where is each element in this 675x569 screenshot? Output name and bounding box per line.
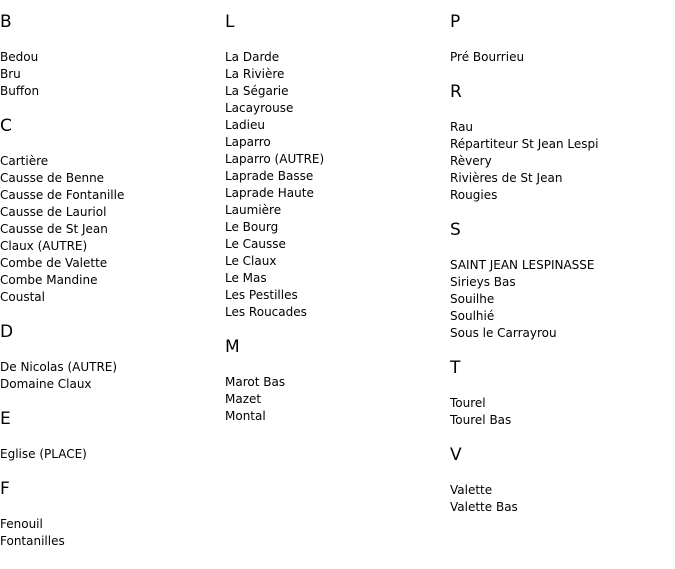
place-list — [0, 516, 225, 550]
letter-heading: L — [225, 12, 235, 32]
place-link[interactable]: Sirieys Bas — [450, 275, 516, 289]
place-link[interactable]: Cartière — [0, 154, 49, 168]
place-list — [450, 49, 675, 66]
place-list — [0, 359, 225, 393]
place-list — [0, 49, 225, 100]
place-link[interactable]: Bedou — [0, 50, 39, 64]
letter-group — [0, 116, 225, 306]
place-link[interactable]: Laparro — [225, 135, 271, 149]
letter-group — [0, 322, 225, 393]
letter-group — [0, 409, 225, 463]
place-link[interactable]: Rougies — [450, 188, 498, 202]
place-link[interactable]: Domaine Claux — [0, 377, 92, 391]
place-link[interactable]: Coustal — [0, 290, 45, 304]
place-link[interactable]: Claux (AUTRE) — [0, 239, 88, 253]
place-link[interactable]: Le Causse — [225, 237, 286, 251]
letter-group — [225, 12, 450, 321]
place-link[interactable]: Rivières de St Jean — [450, 171, 563, 185]
place-link[interactable]: Les Roucades — [225, 305, 307, 319]
place-link[interactable]: SAINT JEAN LESPINASSE — [450, 258, 595, 272]
place-link[interactable]: De Nicolas (AUTRE) — [0, 360, 118, 374]
place-link[interactable]: Rau — [450, 120, 474, 134]
letter-heading: D — [0, 322, 14, 342]
index-column-3 — [450, 0, 675, 532]
place-link[interactable]: Laumière — [225, 203, 282, 217]
letter-heading: E — [0, 409, 11, 429]
place-link[interactable]: Mazet — [225, 392, 262, 406]
place-link[interactable]: Laprade Haute — [225, 186, 314, 200]
place-link[interactable]: Lacayrouse — [225, 101, 294, 115]
place-link[interactable]: Valette — [450, 483, 493, 497]
place-link[interactable]: Tourel Bas — [450, 413, 512, 427]
letter-group — [0, 12, 225, 100]
letter-group — [450, 220, 675, 342]
place-list — [450, 395, 675, 429]
place-link[interactable]: Causse de Lauriol — [0, 205, 107, 219]
place-link[interactable]: Valette Bas — [450, 500, 518, 514]
place-link[interactable]: Répartiteur St Jean Lespi — [450, 137, 599, 151]
place-link[interactable]: Fontanilles — [0, 534, 65, 548]
letter-group — [0, 479, 225, 550]
place-link[interactable]: Rèvery — [450, 154, 492, 168]
letter-heading: P — [450, 12, 461, 32]
place-link[interactable]: Marot Bas — [225, 375, 286, 389]
place-link[interactable]: Le Bourg — [225, 220, 279, 234]
place-link[interactable]: Souilhe — [450, 292, 495, 306]
letter-heading: C — [0, 116, 12, 136]
place-link[interactable]: Causse de Benne — [0, 171, 105, 185]
place-link[interactable]: Montal — [225, 409, 266, 423]
letter-group — [450, 82, 675, 204]
index-column-1 — [0, 0, 225, 566]
letter-group — [225, 337, 450, 425]
place-list — [0, 153, 225, 306]
place-link[interactable]: Le Mas — [225, 271, 267, 285]
letter-heading: T — [450, 358, 461, 378]
letter-heading: V — [450, 445, 462, 465]
place-link[interactable]: La Darde — [225, 50, 280, 64]
place-list — [0, 446, 225, 463]
place-list — [450, 119, 675, 204]
place-link[interactable]: Fenouil — [0, 517, 43, 531]
place-list — [225, 374, 450, 425]
place-link[interactable]: La Ségarie — [225, 84, 289, 98]
place-link[interactable]: Laparro (AUTRE) — [225, 152, 325, 166]
place-link[interactable]: Sous le Carrayrou — [450, 326, 557, 340]
place-link[interactable]: Laprade Basse — [225, 169, 314, 183]
place-list — [450, 482, 675, 516]
letter-heading: S — [450, 220, 461, 240]
place-list — [225, 49, 450, 321]
letter-heading: M — [225, 337, 240, 357]
place-link[interactable]: Tourel — [450, 396, 486, 410]
letter-group — [450, 358, 675, 429]
place-link[interactable]: La Rivière — [225, 67, 285, 81]
place-link[interactable]: Bru — [0, 67, 21, 81]
place-link[interactable]: Causse de Fontanille — [0, 188, 125, 202]
place-list — [450, 257, 675, 342]
letter-group — [450, 445, 675, 516]
place-link[interactable]: Soulhié — [450, 309, 495, 323]
place-link[interactable]: Buffon — [0, 84, 40, 98]
letter-heading: R — [450, 82, 462, 102]
place-link[interactable]: Les Pestilles — [225, 288, 298, 302]
place-link[interactable]: Ladieu — [225, 118, 265, 132]
place-link[interactable]: Causse de St Jean — [0, 222, 108, 236]
place-link[interactable]: Combe de Valette — [0, 256, 108, 270]
letter-heading: F — [0, 479, 10, 499]
letter-group — [450, 12, 675, 66]
letter-heading: B — [0, 12, 12, 32]
index-column-2 — [225, 0, 450, 441]
place-link[interactable]: Combe Mandine — [0, 273, 98, 287]
place-link[interactable]: Eglise (PLACE) — [0, 447, 87, 461]
place-link[interactable]: Le Claux — [225, 254, 277, 268]
place-link[interactable]: Pré Bourrieu — [450, 50, 525, 64]
